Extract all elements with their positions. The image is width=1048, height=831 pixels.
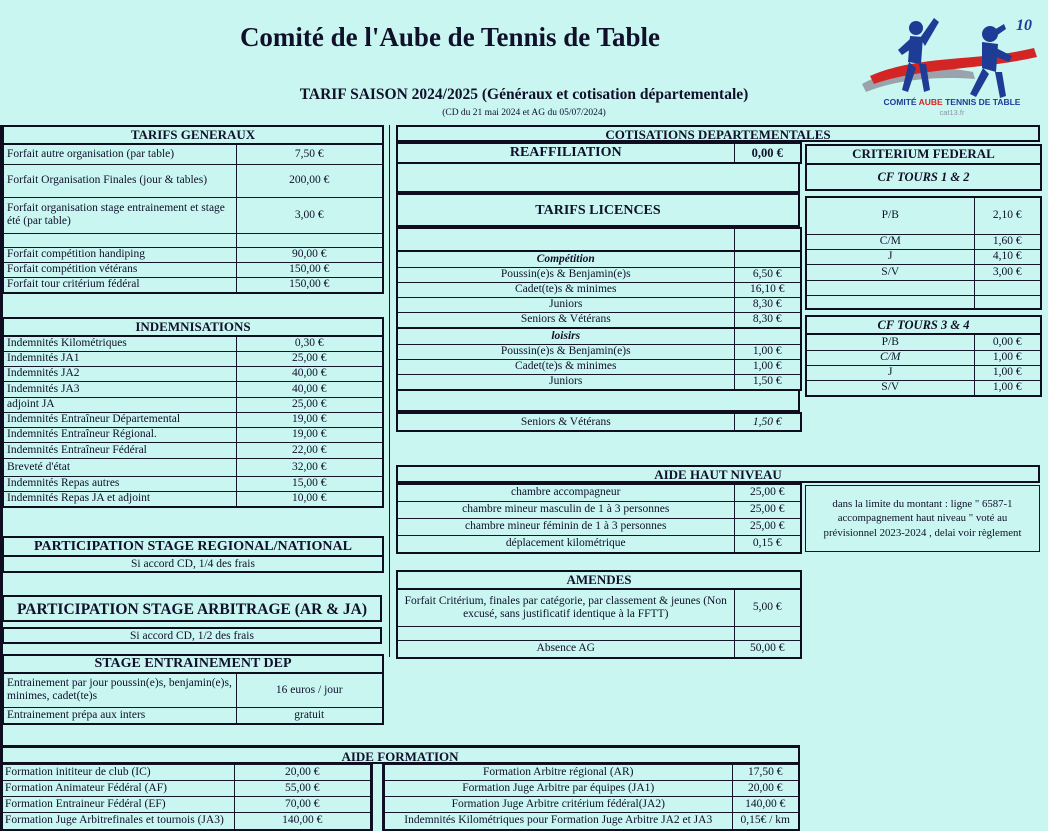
cell-empty: [734, 228, 801, 251]
cell-value: 0,30 €: [236, 336, 383, 351]
section-title: TARIFS GENERAUX: [3, 126, 383, 144]
cell-value: 1,00 €: [734, 344, 801, 359]
table-row: [384, 813, 799, 830]
page-title: Comité de l'Aube de Tennis de Table: [239, 22, 661, 52]
cell-value: 8,30 €: [734, 297, 801, 312]
table-header-row: [3, 537, 383, 556]
cell-label: Poussin(e)s & Benjamin(e)s: [397, 267, 734, 282]
spacer-cell: [396, 162, 800, 193]
cell-value: 1,00 €: [974, 380, 1041, 396]
table-row: [3, 164, 383, 197]
cell-empty: [734, 328, 801, 344]
cf-tours-3-4-table: [805, 315, 1042, 397]
aide-formation-gap-column: [372, 764, 383, 831]
cell-label: Indemnités Entraîneur Départemental: [3, 412, 236, 427]
cell-empty: [734, 626, 801, 640]
aide-haut-niveau-note: dans la limite du montant : ligne " 6587-1 accompagnement haut niveau " voté au prévisionnel 2023-2024 , delai voir règlement: [805, 485, 1040, 552]
indemnisations-table: [2, 317, 384, 508]
cell-label: adjoint JA: [3, 397, 236, 412]
cell-label: Formation Juge Arbitre par équipes (JA1): [384, 781, 732, 797]
section-title: INDEMNISATIONS: [3, 318, 383, 336]
cell-label: P/B: [806, 334, 974, 350]
table-row: [397, 374, 801, 390]
cell-label: Indemnités Entraîneur Régional.: [3, 427, 236, 442]
club-logo: [858, 6, 1046, 118]
table-row: [3, 397, 383, 412]
table-row: [397, 267, 801, 282]
table-subheader-row: [806, 316, 1041, 334]
cell-label: Forfait compétition vétérans: [3, 262, 236, 277]
section-title: PARTICIPATION STAGE REGIONAL/NATIONAL: [3, 537, 383, 556]
cell-note: Si accord CD, 1/4 des frais: [3, 556, 383, 572]
licences-seniors-row: [396, 412, 802, 432]
table-row: [3, 336, 383, 351]
cell-label: Formation Entraineur Fédéral (EF): [1, 797, 234, 813]
cell-value: 0,00 €: [974, 334, 1041, 350]
cell-label: Entrainement par jour poussin(e)s, benjamin(e)s, minimes, cadet(te)s: [3, 673, 236, 707]
loisirs-header: loisirs: [397, 328, 734, 344]
cell-empty: [236, 233, 383, 247]
table-row: [3, 262, 383, 277]
table-row: [3, 556, 383, 572]
table-row: [3, 144, 383, 164]
cell-value: 19,00 €: [236, 412, 383, 427]
cell-label: Forfait compétition handiping: [3, 247, 236, 262]
cell-label: Formation Juge Arbitrefinales et tournois (JA3): [1, 813, 234, 830]
table-row: [397, 228, 801, 251]
cf-tours-1-2-title: CF TOURS 1 & 2: [806, 164, 1041, 190]
section-title: AMENDES: [397, 571, 801, 589]
licences-spacer-row: [396, 227, 802, 252]
section-title: STAGE ENTRAINEMENT DEP: [3, 655, 383, 673]
table-tennis-players-icon: [858, 6, 1046, 118]
cell-label: Indemnités JA2: [3, 366, 236, 381]
table-row: [397, 297, 801, 312]
cell-value: 25,00 €: [734, 484, 801, 501]
reaffiliation-label: REAFFILIATION: [397, 143, 734, 163]
cell-value: 1,50 €: [734, 374, 801, 390]
cell-value: 19,00 €: [236, 427, 383, 442]
cell-value: 17,50 €: [732, 765, 799, 781]
cell-label: C/M: [806, 234, 974, 249]
cell-empty: [397, 626, 734, 640]
cell-label: Indemnités Repas JA et adjoint: [3, 491, 236, 507]
cell-label: Indemnités Kilométriques: [3, 336, 236, 351]
table-row: [397, 359, 801, 374]
table-header-row: [3, 126, 383, 144]
cell-label: Absence AG: [397, 640, 734, 658]
section-title: CRITERIUM FEDERAL: [806, 145, 1041, 164]
stage-entrainement-table: [2, 654, 384, 725]
cell-value: 10,00 €: [236, 491, 383, 507]
cell-label: J: [806, 365, 974, 380]
cell-label: chambre accompagneur: [397, 484, 734, 501]
cell-value: 150,00 €: [236, 262, 383, 277]
cell-label: P/B: [806, 197, 974, 234]
table-row: [3, 381, 383, 397]
cell-value: 16,10 €: [734, 282, 801, 297]
cell-label: Indemnités JA1: [3, 351, 236, 366]
cell-value: 50,00 €: [734, 640, 801, 658]
cell-label: Indemnités JA3: [3, 381, 236, 397]
cell-empty: [734, 251, 801, 267]
cell-value: 25,00 €: [236, 351, 383, 366]
table-row: [384, 765, 799, 781]
cell-label: Formation Arbitre régional (AR): [384, 765, 732, 781]
cell-empty: [3, 233, 236, 247]
cell-label: Formation Juge Arbitre critérium fédéral(JA2): [384, 797, 732, 813]
column-divider-line: [389, 125, 390, 657]
tarifs-licences-title: TARIFS LICENCES: [396, 193, 800, 227]
cell-label: chambre mineur féminin de 1 à 3 personnes: [397, 518, 734, 535]
spacer-cell: [396, 389, 800, 412]
table-row: [3, 458, 383, 476]
cell-value: 1,00 €: [974, 365, 1041, 380]
cell-label: Poussin(e)s & Benjamin(e)s: [397, 344, 734, 359]
table-header-row: [3, 318, 383, 336]
table-row: [3, 351, 383, 366]
cell-value: 55,00 €: [234, 781, 371, 797]
table-row: [397, 626, 801, 640]
cell-label: Forfait Organisation Finales (jour & tables): [3, 164, 236, 197]
cell-label: Forfait organisation stage entrainement et stage été (par table): [3, 197, 236, 233]
table-row: [3, 233, 383, 247]
table-row: [806, 295, 1041, 309]
table-row: [3, 366, 383, 381]
cell-label: J: [806, 249, 974, 264]
page-subtitle: TARIF SAISON 2024/2025 (Généraux et cotisation départementale): [299, 86, 749, 103]
logo-site-text: cat13.fr: [939, 108, 965, 117]
cell-value: 40,00 €: [236, 381, 383, 397]
cell-value: 6,50 €: [734, 267, 801, 282]
cell-value: 8,30 €: [734, 312, 801, 328]
cell-value: 1,50 €: [734, 413, 801, 431]
cell-value: 90,00 €: [236, 247, 383, 262]
logo-badge-10: 10: [1016, 17, 1032, 34]
table-row: [806, 365, 1041, 380]
participation-arbitrage-title: PARTICIPATION STAGE ARBITRAGE (AR & JA): [2, 595, 382, 622]
meeting-date-note: (CD du 21 mai 2024 et AG du 05/07/2024): [442, 108, 606, 118]
cell-empty: [974, 280, 1041, 295]
table-row: [384, 797, 799, 813]
table-row: [397, 535, 801, 553]
cell-value: 22,00 €: [236, 442, 383, 458]
cell-value: 16 euros / jour: [236, 673, 383, 707]
table-header-row: [806, 145, 1041, 164]
reaffiliation-table: [396, 142, 802, 164]
cell-value: 0,15€ / km: [732, 813, 799, 830]
cell-label: Seniors & Vétérans: [397, 312, 734, 328]
table-subheader-row: [806, 164, 1041, 190]
cell-value: 15,00 €: [236, 476, 383, 491]
table-row: [3, 442, 383, 458]
cell-value: 20,00 €: [732, 781, 799, 797]
table-row: [3, 197, 383, 233]
cell-label: Forfait autre organisation (par table): [3, 144, 236, 164]
cell-value: gratuit: [236, 707, 383, 724]
table-row: [3, 412, 383, 427]
cell-empty: [974, 295, 1041, 309]
cell-label: C/M: [806, 350, 974, 365]
cell-value: 140,00 €: [732, 797, 799, 813]
cell-label: Indemnités Repas autres: [3, 476, 236, 491]
cell-label: Formation Animateur Fédéral (AF): [1, 781, 234, 797]
table-row: [397, 501, 801, 518]
cell-label: Cadet(te)s & minimes: [397, 282, 734, 297]
cell-value: 3,00 €: [974, 264, 1041, 280]
cell-value: 4,10 €: [974, 249, 1041, 264]
participation-arbitrage-note: Si accord CD, 1/2 des frais: [2, 627, 382, 644]
cell-label: Indemnités Entraîneur Fédéral: [3, 442, 236, 458]
criterium-federal-header: [805, 144, 1042, 191]
table-row: [1, 813, 371, 830]
table-row: [806, 234, 1041, 249]
cell-label: S/V: [806, 380, 974, 396]
amendes-table: [396, 570, 802, 659]
cell-value: 200,00 €: [236, 164, 383, 197]
table-row: [397, 413, 801, 431]
table-header-row: [397, 571, 801, 589]
aide-formation-title: AIDE FORMATION: [0, 745, 800, 764]
cell-label: Seniors & Vétérans: [397, 413, 734, 431]
table-row: [397, 143, 801, 163]
cell-value: 1,60 €: [974, 234, 1041, 249]
participation-regional-table: [2, 536, 384, 573]
table-row: [3, 427, 383, 442]
cf-tours-3-4-title: CF TOURS 3 & 4: [806, 316, 1041, 334]
table-row: [806, 350, 1041, 365]
cell-value: 32,00 €: [236, 458, 383, 476]
table-header-row: [3, 655, 383, 673]
cell-label: Breveté d'état: [3, 458, 236, 476]
cell-value: 20,00 €: [234, 765, 371, 781]
table-row: [397, 344, 801, 359]
cell-value: 2,10 €: [974, 197, 1041, 234]
table-row: [806, 334, 1041, 350]
cell-label: chambre mineur masculin de 1 à 3 personnes: [397, 501, 734, 518]
cell-value: 25,00 €: [734, 518, 801, 535]
table-row: [3, 247, 383, 262]
table-row: [1, 797, 371, 813]
table-row: [3, 476, 383, 491]
cell-empty: [397, 228, 734, 251]
table-subheader-row: [397, 251, 801, 267]
cell-label: S/V: [806, 264, 974, 280]
cell-value: 25,00 €: [734, 501, 801, 518]
table-row: [397, 282, 801, 297]
competition-header: Compétition: [397, 251, 734, 267]
cell-label: déplacement kilométrique: [397, 535, 734, 553]
table-row: [397, 589, 801, 626]
aide-formation-body: [0, 764, 800, 831]
cell-label: Forfait Critérium, finales par catégorie, par classement & jeunes (Non excusé, sans justificatif identique à la FFTT): [397, 589, 734, 626]
cell-value: 150,00 €: [236, 277, 383, 293]
cotisations-title: COTISATIONS DEPARTEMENTALES: [396, 125, 1040, 142]
cell-value: 140,00 €: [234, 813, 371, 830]
table-row: [384, 781, 799, 797]
cell-empty: [806, 295, 974, 309]
table-row: [397, 484, 801, 501]
cell-value: 1,00 €: [974, 350, 1041, 365]
table-row: [806, 249, 1041, 264]
cell-label: Cadet(te)s & minimes: [397, 359, 734, 374]
table-row: [3, 673, 383, 707]
table-row: [397, 640, 801, 658]
table-row: [397, 312, 801, 328]
table-row: [3, 491, 383, 507]
aide-formation-right-table: [383, 764, 800, 831]
cell-value: 7,50 €: [236, 144, 383, 164]
cell-value: 3,00 €: [236, 197, 383, 233]
table-row: [806, 280, 1041, 295]
table-row: [806, 380, 1041, 396]
cell-empty: [806, 280, 974, 295]
cell-value: 5,00 €: [734, 589, 801, 626]
table-row: [3, 707, 383, 724]
cell-value: 70,00 €: [234, 797, 371, 813]
table-row: [1, 781, 371, 797]
table-row: [1, 765, 371, 781]
aide-haut-niveau-title: AIDE HAUT NIVEAU: [396, 465, 1040, 483]
cell-label: Forfait tour critérium fédéral: [3, 277, 236, 293]
aide-haut-niveau-table: [396, 483, 802, 554]
table-row: [806, 197, 1041, 234]
cell-label: Juniors: [397, 297, 734, 312]
tarifs-licences-table: [396, 250, 802, 391]
cf-tours-1-2-table: [805, 196, 1042, 310]
table-subheader-row: [397, 328, 801, 344]
cell-value: 0,15 €: [734, 535, 801, 553]
table-row: [806, 264, 1041, 280]
cell-label: Juniors: [397, 374, 734, 390]
aide-formation-left-table: [0, 764, 372, 831]
cell-value: 25,00 €: [236, 397, 383, 412]
cell-label: Formation inititeur de club (IC): [1, 765, 234, 781]
cell-label: Entrainement prépa aux inters: [3, 707, 236, 724]
cell-value: 1,00 €: [734, 359, 801, 374]
table-row: [397, 518, 801, 535]
tarifs-generaux-table: [2, 125, 384, 294]
cell-label: Indemnités Kilométriques pour Formation Juge Arbitre JA2 et JA3: [384, 813, 732, 830]
svg-text:COMITÉ AUBE TENNIS DE TABLE: COMITÉ AUBE TENNIS DE TABLE: [883, 97, 1021, 107]
cell-value: 40,00 €: [236, 366, 383, 381]
table-row: [3, 277, 383, 293]
reaffiliation-value: 0,00 €: [734, 143, 801, 163]
